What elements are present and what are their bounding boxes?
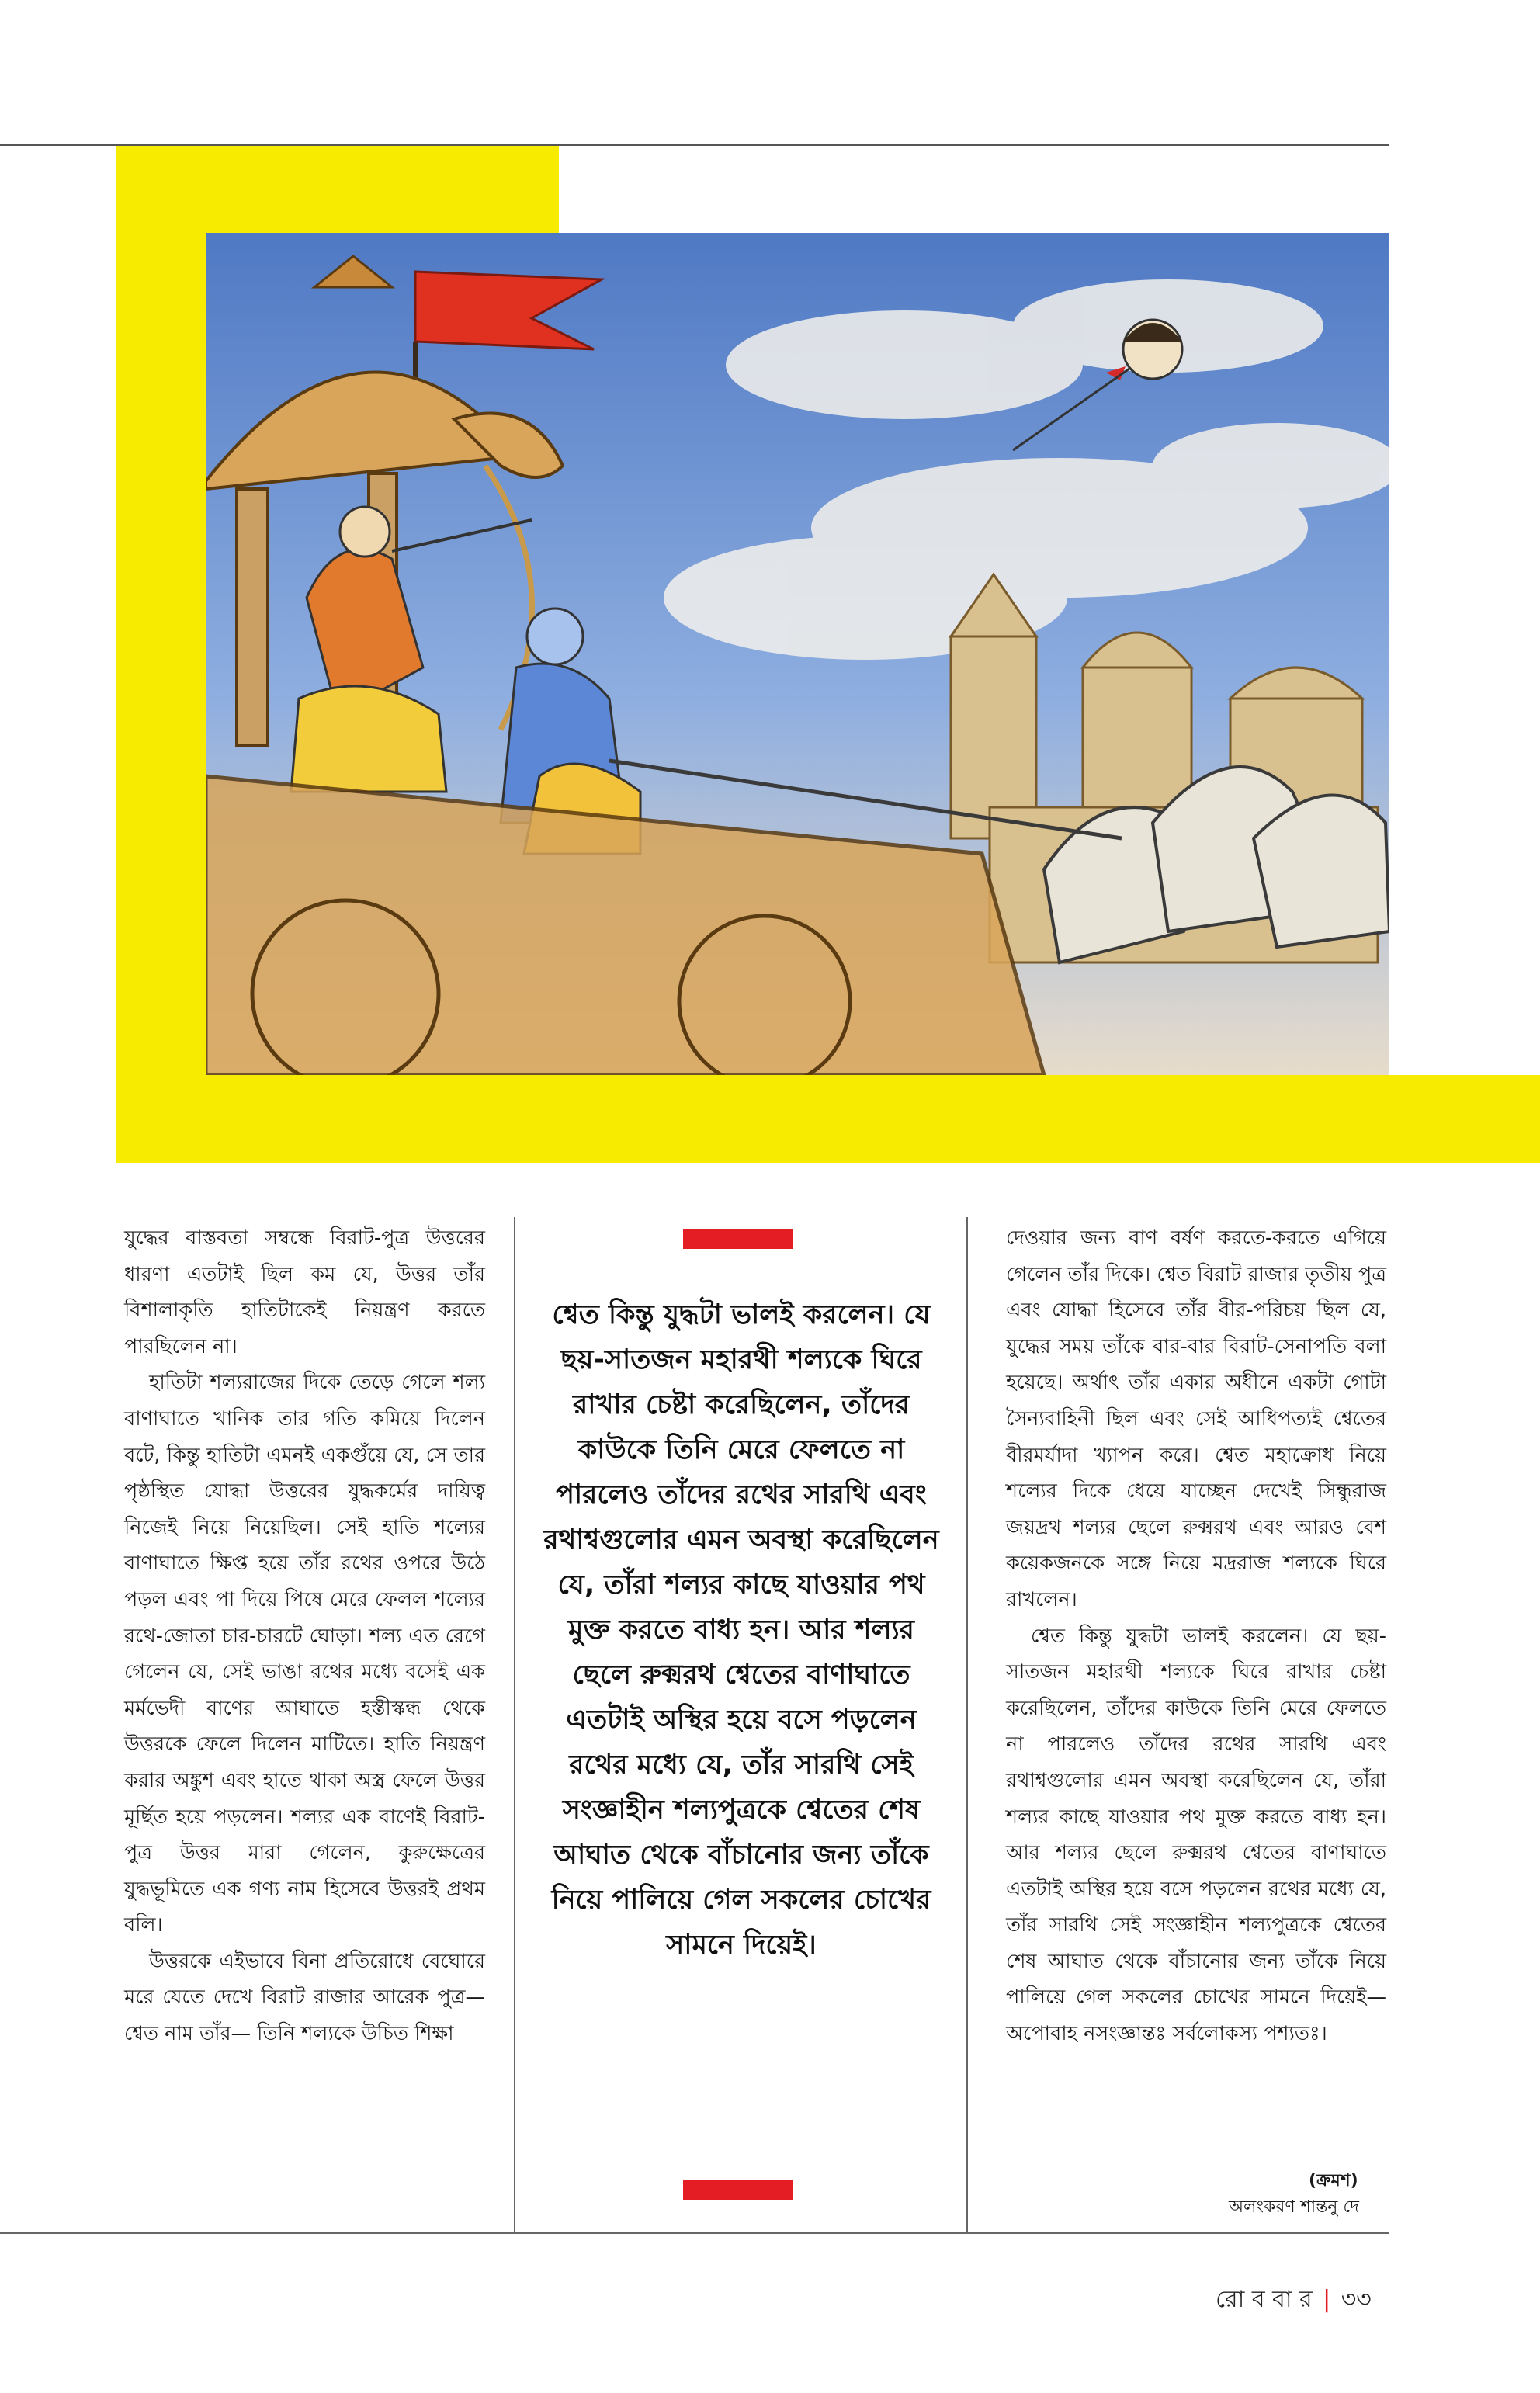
pull-quote: শ্বেত কিন্তু যুদ্ধটা ভালই করলেন। যে ছয়-সাতজন মহারথী শল্যকে ঘিরে রাখার চেষ্টা করেছিলেন, তাঁদের কাউকে তিনি মেরে ফেলতে না পারলেও তাঁদের রথের সারথি এবং রথাশ্বগুলোর এমন অবস্থা করেছিলেন যে, তাঁরা শল্যর কাছে যাওয়ার পথ মুক্ত করতে বাধ্য হন। আর শল্যর ছেলে রুক্মরথ শ্বেতের বাণাঘাতে এতটাই অস্থির হয়ে বসে পড়লেন রথের মধ্যে যে, তাঁর সারথি সেই সংজ্ঞাহীন শল্যপুত্রকে শ্বেতের শেষ আঘাত থেকে বাঁচানোর জন্য তাঁকে নিয়ে পালিয়ে গেল সকলের চোখের সামনে দিয়েই। bbox=[543, 1299, 939, 1961]
to-be-continued: (ক্রমশ) bbox=[1309, 2171, 1358, 2190]
pull-quote-bar-top bbox=[683, 1229, 793, 1249]
yellow-accent-block-top bbox=[116, 146, 559, 247]
paragraph: হাতিটা শল্যরাজের দিকে তেড়ে গেলে শল্য বাণাঘাতে খানিক তার গতি কমিয়ে দিলেন বটে, কিন্তু হাতিটা এমনই একগুঁয়ে যে, সে তার পৃষ্ঠস্থিত যোদ্ধা উত্তরের যুদ্ধকর্মের দায়িত্ব নিজেই নিয়ে নিয়েছিল। সেই হাতি শল্যের বাণাঘাতে ক্ষিপ্ত হয়ে তাঁর রথের ওপরে উঠে পড়ল এবং পা দিয়ে পিষে মেরে ফেলল শল্যের রথে-জোতা চার-চারটে ঘোড়া। শল্য এত রেগে গেলেন যে, সেই ভাঙা রথের মধ্যে বসেই এক মর্মভেদী বাণের আঘাতে হস্তীস্কন্ধ থেকে উত্তরকে ফেলে দিলেন মাটিতে। হাতি নিয়ন্ত্রণ করার অঙ্কুশ এবং হাতে থাকা অস্ত্র ফেলে উত্তর মূর্ছিত হয়ে পড়লেন। শল্যর এক বাণেই বিরাট-পুত্র উত্তর মারা গেলেন, কুরুক্ষেত্রের যুদ্ধভূমিতে এক গণ্য নাম হিসেবে উত্তরই প্রথম বলি। bbox=[124, 1371, 485, 1937]
yellow-accent-block-bottom bbox=[116, 1075, 1540, 1163]
column-divider bbox=[514, 1217, 515, 2234]
page-footer bbox=[1216, 2280, 1372, 2320]
paragraph: শ্বেত কিন্তু যুদ্ধটা ভালই করলেন। যে ছয়-সাতজন মহারথী শল্যকে ঘিরে রাখার চেষ্টা করেছিলেন, তাঁদের কাউকে তিনি মেরে ফেলতে না পারলেও তাঁদের রথের সারথি এবং রথাশ্বগুলোর এমন অবস্থা করেছিলেন যে, তাঁরা শল্যর কাছে যাওয়ার পথ মুক্ত করতে বাধ্য হন। আর শল্যর ছেলে রুক্মরথ শ্বেতের বাণাঘাতে এতটাই অস্থির হয়ে বসে পড়লেন রথের মধ্যে যে, তাঁর সারথি সেই সংজ্ঞাহীন শল্যপুত্রকে শ্বেতের শেষ আঘাত থেকে বাঁচানোর জন্য তাঁকে নিয়ে পালিয়ে গেল সকলের চোখের সামনে দিয়েই— অপোবাহ নসংজ্ঞান্তঃ সর্বলোকস্য পশ্যতঃ। bbox=[1006, 1624, 1386, 2046]
column-divider bbox=[966, 1217, 968, 2234]
pull-quote-bar-bottom bbox=[683, 2180, 793, 2200]
footer-separator: | bbox=[1323, 2286, 1331, 2313]
article-column-right bbox=[1006, 1220, 1386, 2052]
yellow-accent-block-left bbox=[116, 233, 206, 1087]
paragraph: যুদ্ধের বাস্তবতা সম্বন্ধে বিরাট-পুত্র উত্তরের ধারণা এতটাই ছিল কম যে, উত্তর তাঁর বিশালাকৃতি হাতিটাকেই নিয়ন্ত্রণ করতে পারছিলেন না। bbox=[124, 1226, 485, 1358]
illustration-battle-scene bbox=[206, 233, 1389, 1075]
page-number: ৩৩ bbox=[1341, 2286, 1372, 2313]
article-column-left bbox=[124, 1220, 485, 2052]
paragraph: উত্তরকে এইভাবে বিনা প্রতিরোধে বেঘোরে মরে যেতে দেখে বিরাট রাজার আরেক পুত্র— শ্বেত নাম তাঁর— তিনি শল্যকে উচিত শিক্ষা bbox=[124, 1949, 485, 2046]
magazine-name: রো ব বা র bbox=[1216, 2286, 1313, 2313]
illustration-credit: অলংকরণ শান্তনু দে bbox=[1229, 2197, 1359, 2217]
bottom-rule bbox=[0, 2232, 1389, 2234]
paragraph: দেওয়ার জন্য বাণ বর্ষণ করতে-করতে এগিয়ে গেলেন তাঁর দিকে। শ্বেত বিরাট রাজার তৃতীয় পুত্র এবং যোদ্ধা হিসেবে তাঁর বীর-পরিচয় ছিল যে, যুদ্ধের সময় তাঁকে বার-বার বিরাট-সেনাপতি বলা হয়েছে। অর্থাৎ তাঁর একার অধীনে একটা গোটা সৈন্যবাহিনী ছিল এবং সেই আধিপত্যই শ্বেতের বীরমর্যাদা খ্যাপন করে। শ্বেত মহাক্রোধ নিয়ে শল্যের দিকে ধেয়ে যাচ্ছেন দেখেই সিন্ধুরাজ জয়দ্রথ শল্যর ছেলে রুক্মরথ এবং আরও বেশ কয়েকজনকে সঙ্গে নিয়ে মদ্ররাজ শল্যকে ঘিরে রাখলেন। bbox=[1006, 1226, 1386, 1611]
